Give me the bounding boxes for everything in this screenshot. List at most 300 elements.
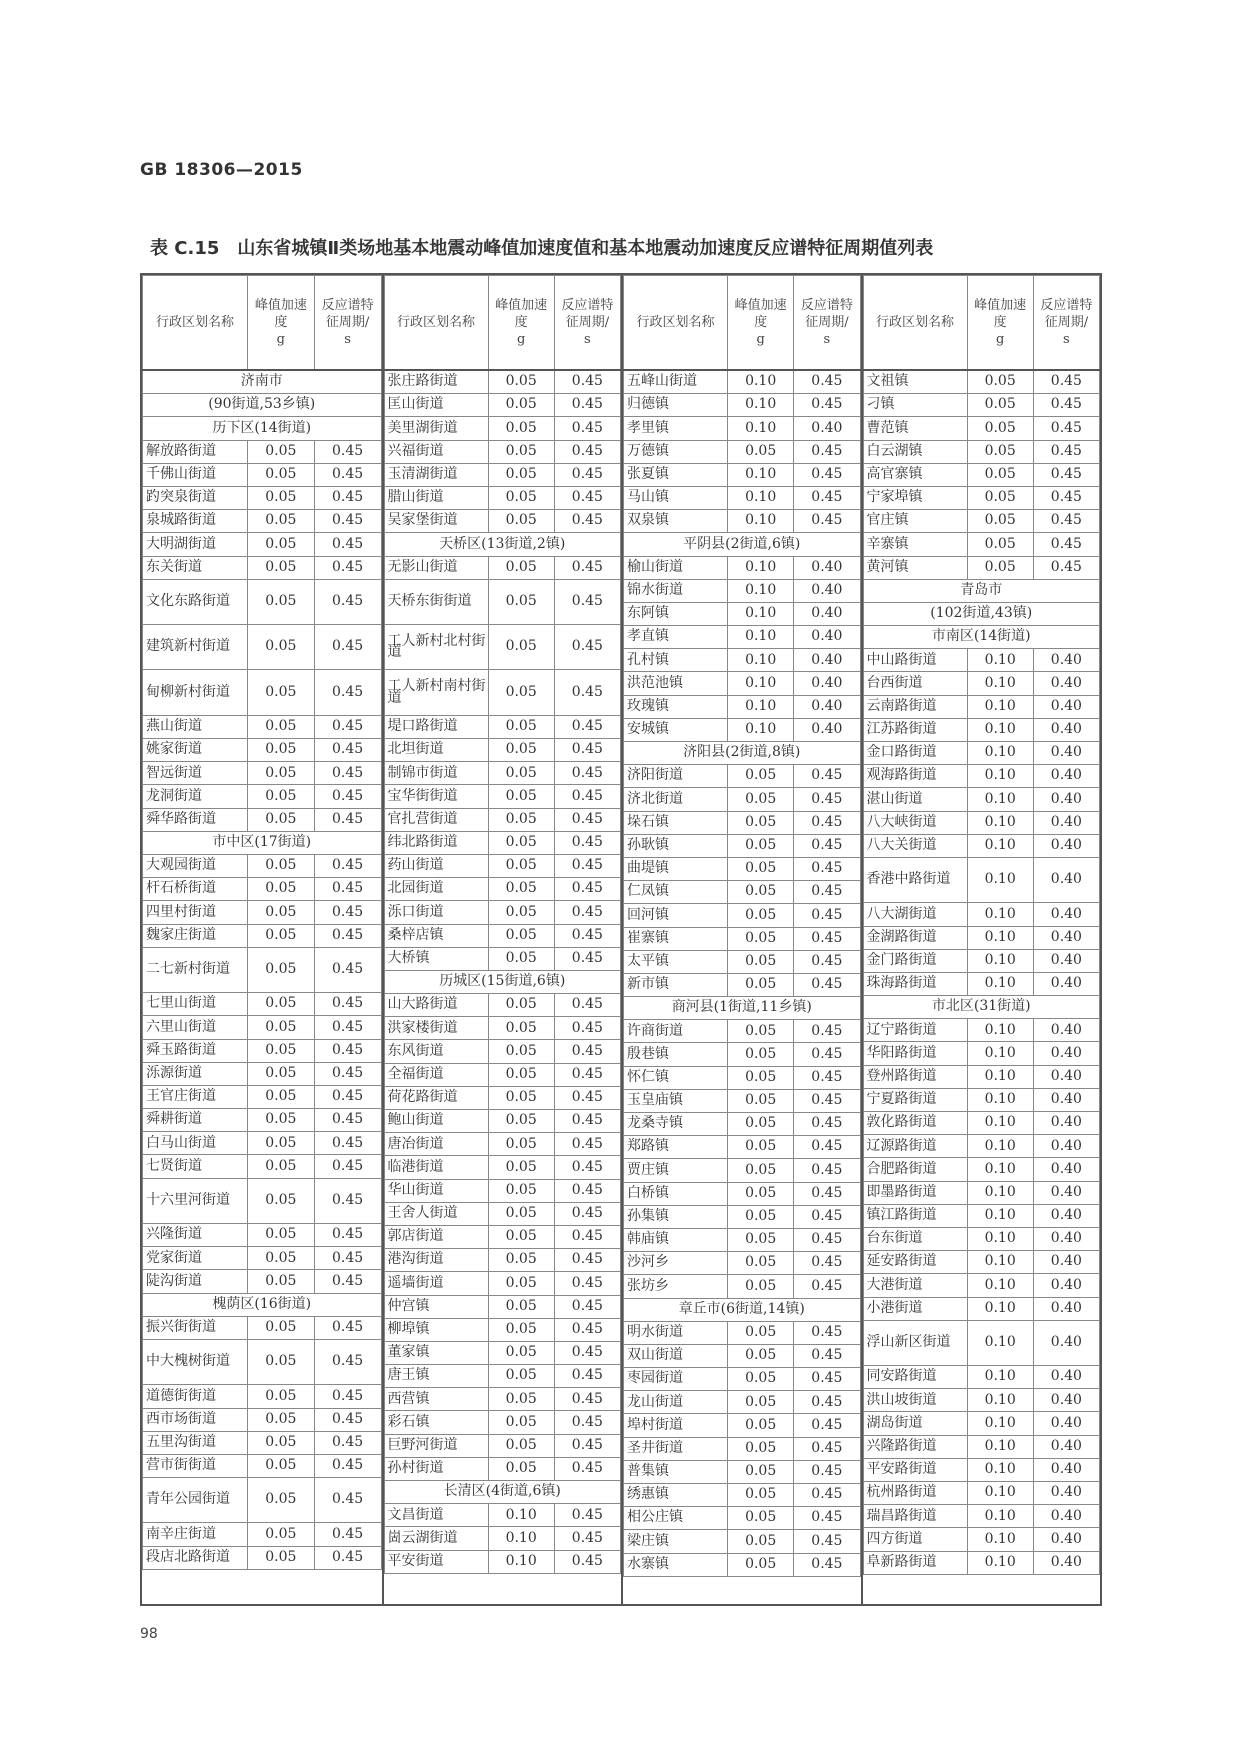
period-value: 0.45 [794,1252,860,1275]
table-row [624,1530,861,1553]
table-row [384,1411,621,1434]
region-name: 龙山街道 [624,1391,728,1414]
pga-value: 0.05 [247,1478,314,1523]
pga-value: 0.05 [967,440,1033,463]
pga-value: 0.05 [967,533,1033,556]
section-heading: 平阴县(2街道,6镇) [624,533,861,556]
table-row [863,765,1100,788]
region-name: 沙河乡 [624,1252,728,1275]
period-value: 0.45 [314,1316,381,1339]
pga-value: 0.10 [728,417,794,440]
region-name: 圣井街道 [624,1437,728,1460]
table-row [384,370,621,394]
region-name: 智远街道 [143,762,248,785]
period-value: 0.45 [554,394,620,417]
table-row [624,1414,861,1437]
section-row [143,1293,382,1316]
table-block-3 [621,275,861,1604]
region-name: 舜耕街道 [143,1109,248,1132]
pga-value: 0.05 [728,1344,794,1367]
table-row [624,1344,861,1367]
region-name: 张庄路街道 [384,370,488,394]
pga-value: 0.05 [488,715,554,738]
table-row [143,1454,382,1477]
pga-value: 0.10 [967,672,1033,695]
region-name: 曲堤镇 [624,857,728,880]
region-name: 平安路街道 [863,1458,967,1481]
pga-value: 0.10 [967,1389,1033,1412]
pga-value: 0.05 [247,762,314,785]
period-value: 0.45 [794,440,860,463]
region-name: 官扎营街道 [384,808,488,831]
table-row [384,1110,621,1133]
region-name: 太平镇 [624,950,728,973]
region-name: 解放路街道 [143,440,248,463]
pga-value: 0.05 [728,973,794,996]
region-name: 文昌街道 [384,1504,488,1527]
region-name: 郭店街道 [384,1225,488,1248]
table-row [384,1365,621,1388]
region-name: 韩庙镇 [624,1228,728,1251]
pga-value: 0.05 [728,904,794,927]
period-value: 0.45 [794,927,860,950]
table-row [624,1066,861,1089]
table-row [384,440,621,463]
table-row [143,1247,382,1270]
region-name: 兴隆路街道 [863,1435,967,1458]
period-value: 0.40 [1033,857,1099,902]
region-name: 姚家街道 [143,739,248,762]
table-row [863,1019,1100,1042]
table-block-2 [382,275,622,1604]
section-row [143,417,382,440]
period-value: 0.45 [554,1225,620,1248]
pga-value: 0.10 [728,370,794,394]
pga-value: 0.05 [728,1182,794,1205]
period-value: 0.45 [1033,370,1099,394]
region-name: 平安街道 [384,1550,488,1573]
pga-value: 0.05 [247,1270,314,1293]
region-name: 段店北路街道 [143,1546,248,1569]
region-name: 延安路街道 [863,1251,967,1274]
table-row [384,1272,621,1295]
table-row [624,1507,861,1530]
table-row [143,1408,382,1431]
region-name: 杆石桥街道 [143,878,248,901]
table-row [384,1318,621,1341]
region-name: 辛寨镇 [863,533,967,556]
region-name: 新市镇 [624,973,728,996]
period-value: 0.45 [794,950,860,973]
period-value: 0.40 [1033,1065,1099,1088]
period-value: 0.45 [314,993,381,1016]
table-block-1 [142,275,382,1604]
section-row [863,579,1100,602]
section-heading: 历下区(14街道) [143,417,382,440]
table-row [143,1132,382,1155]
region-name: 白云湖镇 [863,440,967,463]
table-row [624,440,861,463]
pga-value: 0.05 [247,533,314,556]
pga-value: 0.05 [488,417,554,440]
table-row [863,417,1100,440]
table-row [863,1366,1100,1389]
pga-value: 0.05 [728,1368,794,1391]
region-name: 遥墙街道 [384,1272,488,1295]
table-row [143,808,382,831]
header-period-unit: s [1063,332,1070,347]
period-value: 0.45 [554,1341,620,1364]
region-name: 辽源路街道 [863,1135,967,1158]
pga-value: 0.10 [728,486,794,509]
table-row [863,1135,1100,1158]
region-name: 梁庄镇 [624,1530,728,1553]
table-row [624,765,861,788]
pga-value: 0.10 [967,857,1033,902]
section-heading: 商河县(1街道,11乡镇) [624,997,861,1020]
table-row [624,811,861,834]
period-value: 0.40 [794,626,860,649]
pga-value: 0.10 [967,1505,1033,1528]
table-row [624,394,861,417]
region-name: 宁夏路街道 [863,1088,967,1111]
region-name: 枣园街道 [624,1368,728,1391]
pga-value: 0.05 [247,993,314,1016]
period-value: 0.40 [794,649,860,672]
period-value: 0.45 [314,1431,381,1454]
table-row [863,1528,1100,1551]
region-name: 吴家堡街道 [384,510,488,533]
region-name: 榆山街道 [624,556,728,579]
table-row [863,972,1100,995]
pga-value: 0.10 [967,1482,1033,1505]
header-period [554,276,620,371]
table-row [384,762,621,785]
table-row [143,1270,382,1293]
table-row [624,463,861,486]
period-value: 0.40 [794,602,860,625]
header-period-label: 反应谱特征周期/ [1040,298,1093,330]
section-heading: 市南区(14街道) [863,626,1100,649]
period-value: 0.45 [794,1368,860,1391]
table-row [624,1368,861,1391]
region-name: 东关街道 [143,556,248,579]
period-value: 0.45 [314,1155,381,1178]
header-row [384,276,621,371]
section-heading: 市中区(17街道) [143,831,382,854]
table-row [384,924,621,947]
period-value: 0.45 [794,1159,860,1182]
table-row [143,1385,382,1408]
region-name: 柳埠镇 [384,1318,488,1341]
section-row [863,996,1100,1019]
period-value: 0.45 [1033,556,1099,579]
region-name: 水寨镇 [624,1553,728,1576]
table-row [624,695,861,718]
region-name: 瑞昌路街道 [863,1505,967,1528]
period-value: 0.45 [554,1086,620,1109]
pga-value: 0.05 [488,486,554,509]
pga-value: 0.10 [967,1227,1033,1250]
region-name: 文祖镇 [863,370,967,394]
table-row [143,579,382,624]
pga-value: 0.05 [488,1225,554,1248]
period-value: 0.40 [1033,972,1099,995]
region-name: 宝华街街道 [384,785,488,808]
period-value: 0.45 [554,1202,620,1225]
period-value: 0.45 [554,1063,620,1086]
pga-value: 0.10 [967,1251,1033,1274]
table-row [384,1225,621,1248]
period-value: 0.40 [1033,1158,1099,1181]
region-name: 舜玉路街道 [143,1039,248,1062]
region-name: 燕山街道 [143,715,248,738]
table-row [624,1460,861,1483]
period-value: 0.45 [794,1020,860,1043]
period-value: 0.45 [554,1411,620,1434]
pga-value: 0.05 [488,370,554,394]
table-row [143,1062,382,1085]
region-name: 孙集镇 [624,1205,728,1228]
section-row [384,533,621,556]
pga-value: 0.05 [488,1133,554,1156]
period-value: 0.45 [554,854,620,877]
section-row [863,602,1100,625]
table-row [624,788,861,811]
pga-value: 0.05 [728,1020,794,1043]
period-value: 0.45 [554,1457,620,1480]
region-name: 十六里河街道 [143,1178,248,1223]
region-name: 山大路街道 [384,994,488,1017]
table-row [624,1205,861,1228]
period-value: 0.45 [314,1224,381,1247]
section-row [624,742,861,765]
pga-value: 0.10 [967,1458,1033,1481]
header-name-label: 行政区划名称 [155,315,234,330]
pga-value: 0.05 [728,927,794,950]
region-name: 台西街道 [863,672,967,695]
pga-value: 0.05 [247,486,314,509]
table-row [624,1484,861,1507]
pga-value: 0.05 [488,625,554,670]
period-value: 0.45 [794,463,860,486]
period-value: 0.45 [1033,394,1099,417]
pga-value: 0.05 [728,1437,794,1460]
period-value: 0.45 [554,901,620,924]
period-value: 0.45 [794,1113,860,1136]
table-row [863,834,1100,857]
period-value: 0.45 [1033,486,1099,509]
region-name: 大港街道 [863,1274,967,1297]
period-value: 0.40 [1033,695,1099,718]
pga-value: 0.05 [488,1017,554,1040]
pga-value: 0.05 [728,1275,794,1298]
period-value: 0.40 [794,695,860,718]
pga-value: 0.05 [247,1523,314,1546]
table-row [384,947,621,970]
table-row [863,463,1100,486]
period-value: 0.45 [794,486,860,509]
table-row [863,1042,1100,1065]
region-name: 兴福街道 [384,440,488,463]
table-row [143,510,382,533]
period-value: 0.40 [1033,1251,1099,1274]
pga-value: 0.05 [728,1530,794,1553]
region-name: 天桥东街街道 [384,579,488,624]
table-row [384,1040,621,1063]
pga-value: 0.10 [967,1435,1033,1458]
table-row [384,510,621,533]
period-value: 0.45 [554,1550,620,1573]
region-name: 五峰山街道 [624,370,728,394]
region-name: 龙洞街道 [143,785,248,808]
pga-value: 0.10 [728,672,794,695]
region-name: 全福街道 [384,1063,488,1086]
table-row [624,1043,861,1066]
pga-value: 0.10 [967,1528,1033,1551]
pga-value: 0.05 [488,994,554,1017]
period-value: 0.40 [794,417,860,440]
pga-value: 0.05 [728,1043,794,1066]
table-row [384,785,621,808]
period-value: 0.45 [314,440,381,463]
period-value: 0.40 [1033,1505,1099,1528]
period-value: 0.45 [314,715,381,738]
pga-value: 0.05 [247,739,314,762]
section-row [624,1298,861,1321]
pga-value: 0.05 [488,394,554,417]
table-row [863,1412,1100,1435]
table-row [384,556,621,579]
table-row [384,1179,621,1202]
period-value: 0.45 [794,370,860,394]
table-row [863,1065,1100,1088]
pga-value: 0.10 [967,1065,1033,1088]
region-name: 七贤街道 [143,1155,248,1178]
region-name: 龙桑寺镇 [624,1113,728,1136]
section-heading: 济阳县(2街道,8镇) [624,742,861,765]
period-value: 0.40 [794,556,860,579]
period-value: 0.45 [554,715,620,738]
table-row [143,993,382,1016]
period-value: 0.45 [554,1295,620,1318]
pga-value: 0.05 [728,1391,794,1414]
pga-value: 0.10 [967,718,1033,741]
region-name: 营市街街道 [143,1454,248,1477]
period-value: 0.45 [314,1178,381,1223]
region-name: 珠海路街道 [863,972,967,995]
header-name [863,276,967,371]
period-value: 0.45 [314,878,381,901]
section-row [624,997,861,1020]
period-value: 0.45 [554,1527,620,1550]
pga-value: 0.05 [728,881,794,904]
header-pga-unit: g [756,332,765,347]
pga-value: 0.10 [967,1042,1033,1065]
period-value: 0.40 [1033,903,1099,926]
table-row [143,1546,382,1569]
period-value: 0.45 [314,1523,381,1546]
region-name: 双山街道 [624,1344,728,1367]
table-row [143,1178,382,1223]
period-value: 0.45 [314,1247,381,1270]
period-value: 0.45 [554,1040,620,1063]
table-row [863,742,1100,765]
period-value: 0.40 [1033,718,1099,741]
region-name: 金口路街道 [863,742,967,765]
region-name: 无影山街道 [384,556,488,579]
region-name: 湛山街道 [863,788,967,811]
pga-value: 0.05 [488,1295,554,1318]
table-row [143,1478,382,1523]
pga-value: 0.10 [488,1550,554,1573]
region-name: 王官庄街道 [143,1085,248,1108]
pga-value: 0.05 [488,762,554,785]
period-value: 0.45 [314,579,381,624]
period-value: 0.40 [1033,1320,1099,1365]
period-value: 0.45 [314,947,381,992]
period-value: 0.45 [314,808,381,831]
period-value: 0.45 [554,1434,620,1457]
table-row [624,718,861,741]
pga-value: 0.05 [728,440,794,463]
pga-value: 0.05 [488,463,554,486]
region-name: 仲宫镇 [384,1295,488,1318]
pga-value: 0.05 [488,785,554,808]
period-value: 0.45 [554,463,620,486]
header-period-unit: s [344,332,351,347]
period-value: 0.45 [794,510,860,533]
table-row [143,556,382,579]
pga-value: 0.05 [488,1110,554,1133]
table-row [384,417,621,440]
table-row [143,878,382,901]
pga-value: 0.05 [488,1086,554,1109]
pga-value: 0.05 [247,1247,314,1270]
region-name: 济阳街道 [624,765,728,788]
region-name: 八大峡街道 [863,811,967,834]
pga-value: 0.05 [247,556,314,579]
period-value: 0.45 [554,1156,620,1179]
table-row [384,670,621,715]
period-value: 0.45 [314,533,381,556]
table-row [143,762,382,785]
table-row [624,649,861,672]
region-name: 华山街道 [384,1179,488,1202]
region-name: 八大湖街道 [863,903,967,926]
table-row [384,994,621,1017]
region-name: 堤口路街道 [384,715,488,738]
period-value: 0.45 [554,556,620,579]
region-name: 高官寨镇 [863,463,967,486]
pga-value: 0.05 [247,1109,314,1132]
region-name: 匡山街道 [384,394,488,417]
region-name: 孔村镇 [624,649,728,672]
table-row [624,1159,861,1182]
pga-value: 0.05 [967,463,1033,486]
period-value: 0.45 [554,1017,620,1040]
region-name: 曹范镇 [863,417,967,440]
pga-value: 0.10 [967,1204,1033,1227]
table-row [384,1202,621,1225]
table-row [863,1551,1100,1574]
pga-value: 0.10 [967,695,1033,718]
table-row [384,1504,621,1527]
region-name: 鲍山街道 [384,1110,488,1133]
table-row [143,1085,382,1108]
region-name: 临港街道 [384,1156,488,1179]
period-value: 0.45 [314,924,381,947]
